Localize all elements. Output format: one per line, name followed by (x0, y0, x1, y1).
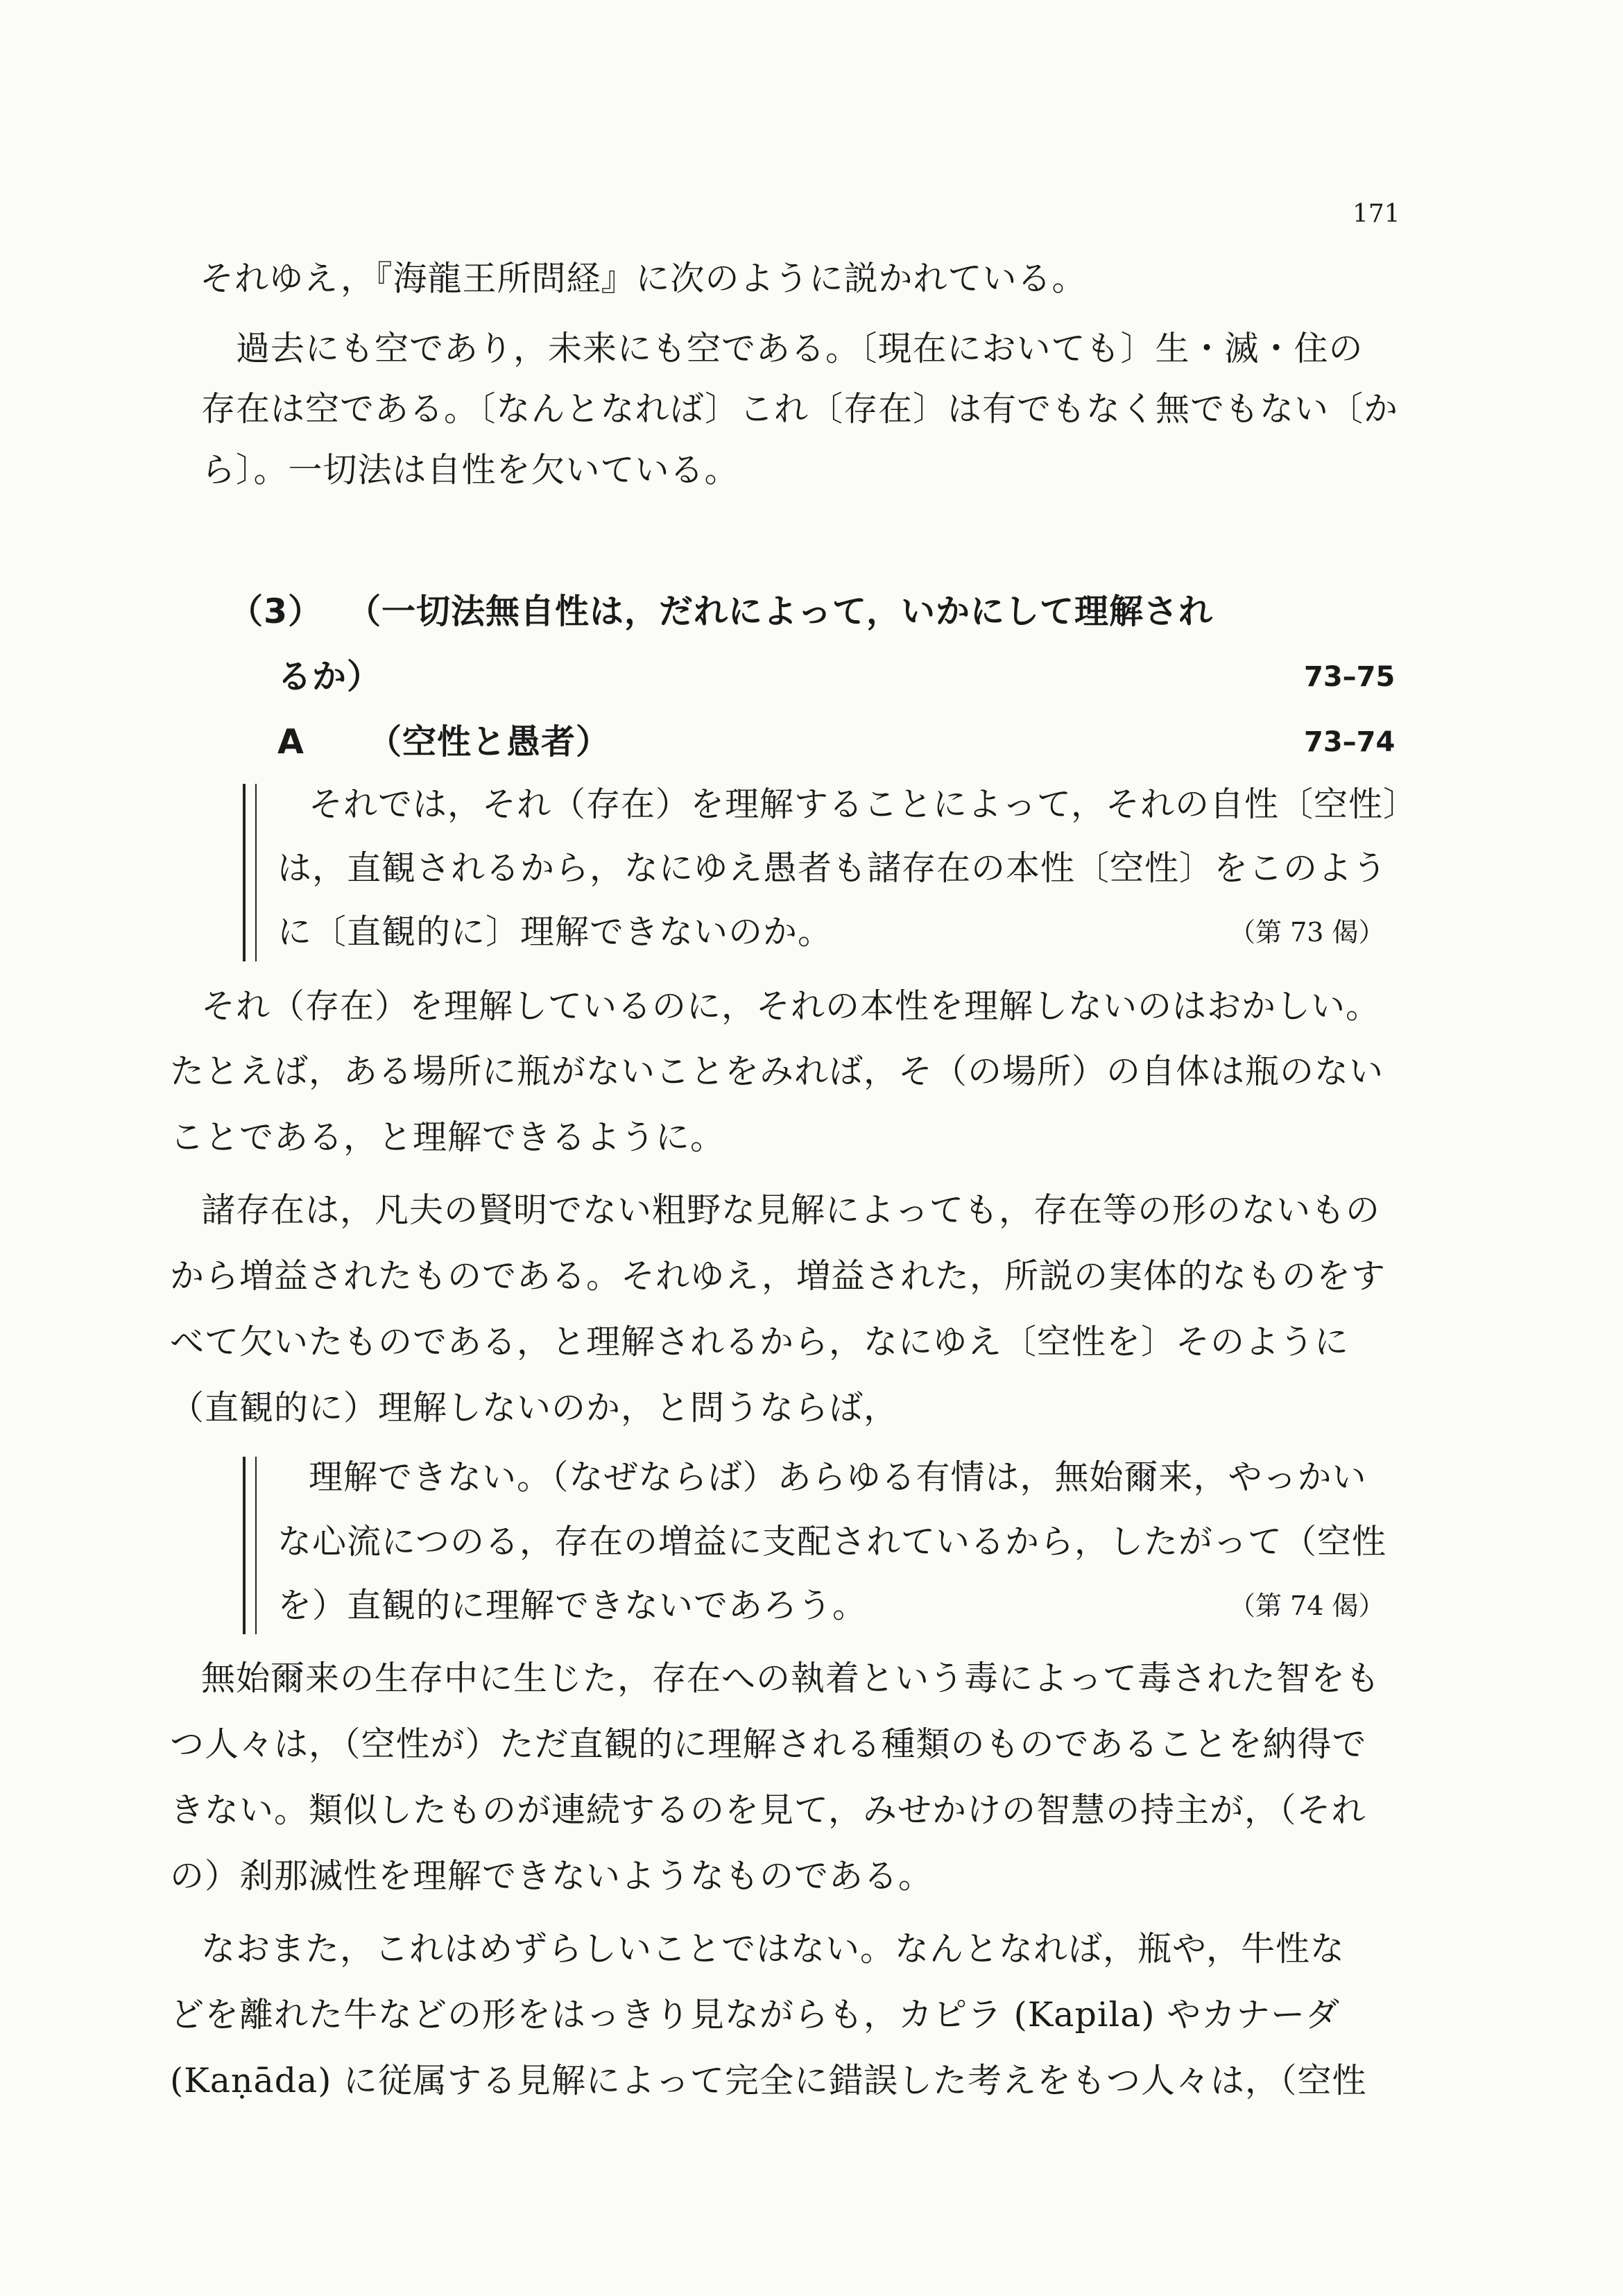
verse-line: は，直観されるから，なにゆえ愚者も諸存在の本性〔空性〕をこのよう (277, 848, 1388, 888)
verse-bar (243, 1457, 257, 1634)
section-3-title: （一切法無自性は，だれによって，いかにして理解され (347, 592, 1214, 631)
quote-line: 過去にも空であり，未来にも空である。〔現在においても〕生・滅・住の (236, 329, 1364, 368)
section-a-label: A (277, 722, 304, 762)
commentary-line: なおまた，これはめずらしいことではない。なんとなれば，瓶や，牛性な (201, 1929, 1346, 1969)
commentary-line: 諸存在は，凡夫の賢明でない粗野な見解によっても，存在等の形のないもの (201, 1190, 1381, 1230)
section-a-title: （空性と愚者） (368, 722, 611, 762)
verse-line: 理解できない。（なぜならば）あらゆる有情は，無始爾来，やっかい (309, 1457, 1367, 1497)
commentary-line: たとえば，ある場所に瓶がないことをみれば，そ（の場所）の自体は瓶のない (170, 1052, 1384, 1091)
verse-line: を）直観的に理解できないであろう。 (277, 1586, 868, 1625)
section-3-title-cont: るか） (277, 657, 382, 696)
commentary-line: どを離れた牛などの形をはっきり見ながらも，カピラ (Kapila) やカナーダ (170, 1995, 1341, 2034)
commentary-line: の）刹那滅性を理解できないようなものである。 (170, 1856, 934, 1896)
section-3-range: 73–75 (1304, 661, 1396, 693)
section-3-number: （3） (229, 592, 323, 631)
verse-line: それでは，それ（存在）を理解することによって，それの自性〔空性〕 (309, 785, 1418, 824)
verse-number: （第 73 偈） (1229, 917, 1385, 948)
commentary-line: べて欠いたものである，と理解されるから，なにゆえ〔空性を〕そのように (170, 1322, 1350, 1362)
commentary-line: つ人々は，（空性が）ただ直観的に理解される種類のものであることを納得で (170, 1724, 1367, 1764)
commentary-line: それ（存在）を理解しているのに，それの本性を理解しないのはおかしい。 (201, 986, 1381, 1026)
commentary-line: から増益されたものである。それゆえ，増益された，所説の実体的なものをす (170, 1256, 1386, 1296)
commentary-line: ことである，と理解できるように。 (170, 1117, 725, 1157)
commentary-line: (Kaṇāda) に従属する見解によって完全に錯誤した考えをもつ人々は，（空性 (170, 2061, 1367, 2100)
page-number: 171 (1352, 200, 1400, 228)
commentary-line: （直観的に）理解しないのか，と問うならば， (170, 1388, 899, 1428)
verse-line: に〔直観的に〕理解できないのか。 (277, 912, 833, 952)
verse-number: （第 74 偈） (1229, 1591, 1385, 1621)
quote-line: 存在は空である。〔なんとなれば〕これ〔存在〕は有でもなく無でもない〔か (201, 389, 1398, 429)
section-a-range: 73–74 (1304, 726, 1396, 758)
verse-bar (243, 784, 257, 961)
commentary-line: 無始爾来の生存中に生じた，存在への執着という毒によって毒された智をも (201, 1659, 1381, 1698)
commentary-line: きない。類似したものが連続するのを見て，みせかけの智慧の持主が，（それ (170, 1790, 1366, 1830)
verse-line: な心流につのる，存在の増益に支配されているから，したがって（空性 (277, 1522, 1387, 1561)
intro-line: それゆえ，『海龍王所問経』に次のように説かれている。 (200, 259, 1087, 298)
quote-line: ら〕。一切法は自性を欠いている。 (201, 450, 739, 490)
